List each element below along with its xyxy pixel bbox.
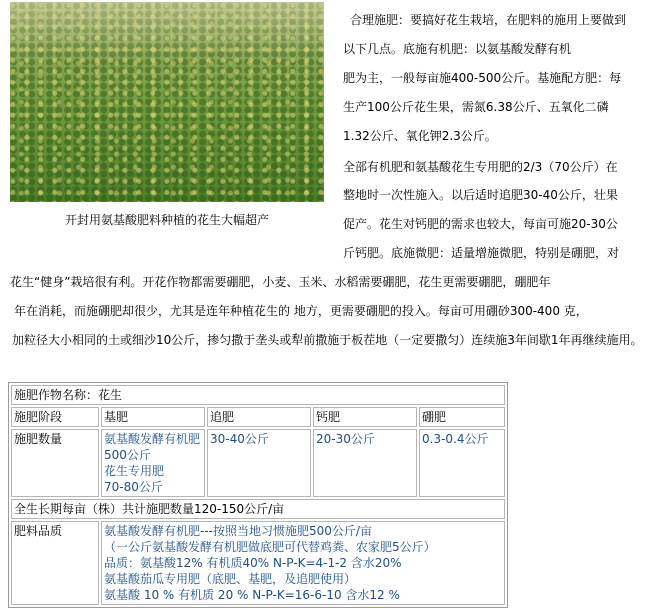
body-text-line: 合理施肥：要搞好花生栽培，在肥料的施用上要做到: [350, 13, 627, 27]
body-text-line: 促产。花生对钙肥的需求也较大，每亩可施20-30公: [343, 217, 618, 231]
total-cell: 全生长期每亩（株）共计施肥数量120-150公斤/亩: [11, 499, 505, 519]
amount-line: 70-80公斤: [104, 480, 163, 494]
amount-cell: 20-30公斤: [313, 429, 417, 497]
quality-cell: [101, 521, 505, 605]
amount-label-cell: 施肥数量: [11, 429, 99, 497]
body-text-line: 以下几点。底施有机肥：以氨基酸发酵有机: [343, 42, 572, 56]
crop-name-cell: 施肥作物名称：花生: [11, 385, 505, 405]
quality-line: 氨基酸 10 % 有机质 20 % N-P-K=16-6-10 含水12 %: [104, 588, 400, 602]
stage-cell: 钙肥: [313, 407, 417, 427]
stage-cell: 追肥: [207, 407, 311, 427]
table-row: [11, 499, 505, 519]
amount-cell: 30-40公斤: [207, 429, 311, 497]
quality-line: 氨基酸茄瓜专用肥（底肥、基肥，及追肥使用）: [104, 572, 357, 586]
body-text-line: 全部有机肥和氨基酸花生专用肥的2/3（70公斤）在: [343, 160, 618, 174]
peanut-field-photo: [10, 2, 324, 202]
body-text-line: 生产100公斤花生果，需氮6.38公斤、五氧化二磷: [343, 100, 609, 114]
stage-label-cell: 施肥阶段: [11, 407, 99, 427]
table-row: [11, 429, 505, 497]
body-text-line: 整地时一次性施入。以后适时追肥30-40公斤，壮果: [343, 188, 618, 202]
body-text-line: 肥为主，一般每亩施400-500公斤。基施配方肥：每: [343, 71, 622, 85]
quality-line: 氨基酸发酵有机肥---按照当地习惯施肥500公斤/亩: [104, 524, 372, 538]
amount-cell: [101, 429, 205, 497]
quality-label-cell: 肥料品质: [11, 521, 99, 605]
quality-line: （一公斤氨基酸发酵有机肥做底肥可代替鸡粪、农家肥5公斤）: [104, 540, 436, 554]
body-text-line: 花生“健身”栽培很有利。开花作物都需要硼肥，小麦、玉米、水稻需要硼肥，花生更需要硼肥，硼肥年: [10, 275, 551, 289]
body-text-line: 加粒径大小相同的土或细沙10公斤，掺匀撒于垄头或犁前撒施于板茬地（一定要撒匀）连续施3年间歇1年再继续施用。: [12, 333, 643, 347]
amount-line: 氨基酸发酵有机肥: [104, 432, 201, 446]
table-row: [11, 521, 505, 605]
table-row: [11, 407, 505, 427]
body-text-line: 斤钙肥。底施微肥：适量增施微肥，特别是硼肥，对: [343, 246, 620, 260]
body-text-line: 1.32公斤、氧化钾2.3公斤。: [343, 129, 497, 143]
fertilizer-table: [8, 382, 508, 608]
stage-cell: 硼肥: [419, 407, 505, 427]
quality-line: 品质：氨基酸12% 有机质40% N-P-K=4-1-2 含水20%: [104, 556, 402, 570]
photo-caption: 开封用氨基酸肥料种植的花生大幅超产: [64, 213, 269, 227]
table-row: [11, 385, 505, 405]
body-text-line: 年在消耗，而施硼肥却很少，尤其是连年种植花生的 地方，更需要硼肥的投入。每亩可用硼砂300-400 克，: [14, 304, 588, 318]
amount-line: 500公斤: [104, 448, 151, 462]
amount-cell: 0.3-0.4公斤: [419, 429, 505, 497]
stage-cell: 基肥: [101, 407, 205, 427]
amount-line: 花生专用肥: [104, 464, 165, 478]
